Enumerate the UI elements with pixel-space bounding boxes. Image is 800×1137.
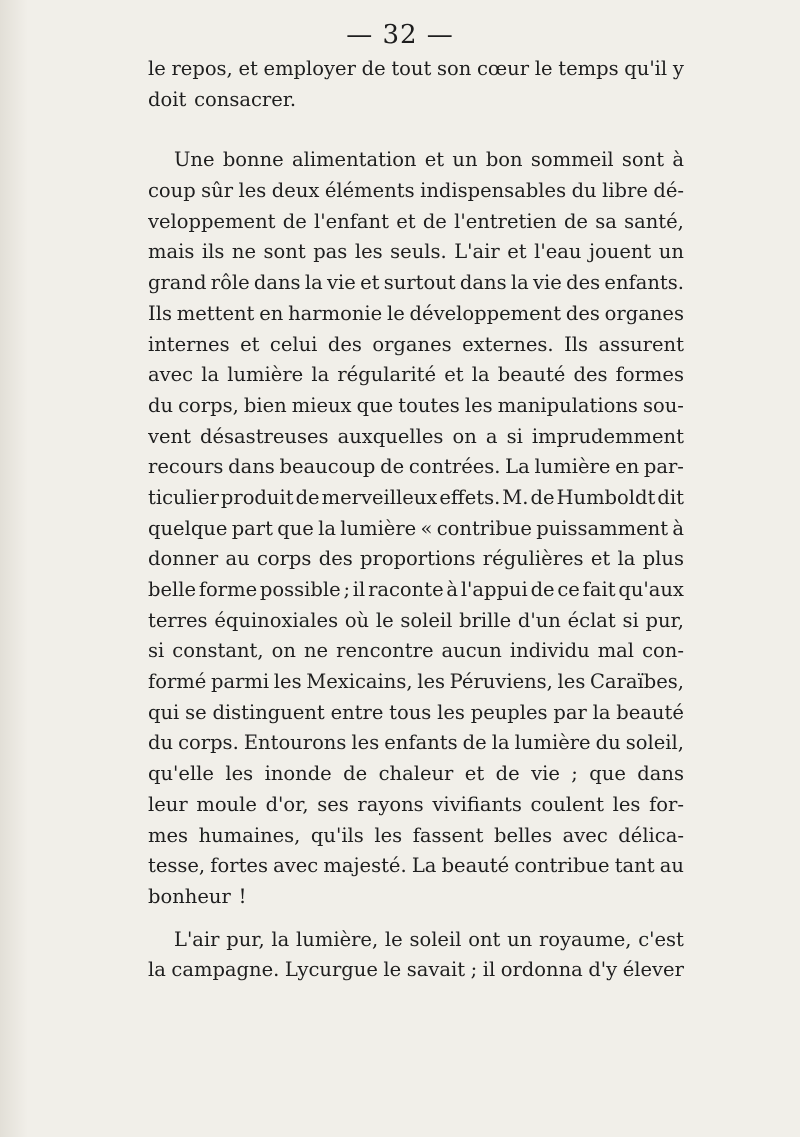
text-line: grand rôle dans la vie et surtout dans la vie des enfants. [148, 271, 684, 295]
paragraph [148, 925, 684, 986]
text-line: coup sûr les deux éléments indispensables du libre dé- [148, 179, 684, 203]
text-line: veloppement de l'enfant et de l'entretien de sa santé, [148, 209, 684, 233]
text-line: qu'elle les inonde de chaleur et de vie ; que dans [148, 762, 684, 786]
text-line: avec la lumière la régularité et la beauté des formes [148, 363, 684, 387]
text-line: formé parmi les Mexicains, les Péruviens, les Caraïbes, [148, 670, 684, 694]
text-line: bonheur ! [148, 884, 247, 908]
text-line: mes humaines, qu'ils les fassent belles avec délica- [148, 823, 684, 847]
text-line: tesse, fortes avec majesté. La beauté contribue tant au [148, 854, 684, 878]
page-number: — 32 — [346, 20, 454, 50]
text-line: qui se distinguent entre tous les peuples par la beauté [148, 700, 684, 724]
text-line: vent désastreuses auxquelles on a si imprudemment [148, 424, 684, 448]
text-line: du corps, bien mieux que toutes les manipulations sou- [148, 393, 684, 417]
text-line: belle forme possible ; il raconte à l'appui de ce fait qu'aux [148, 578, 684, 601]
text-line: doit consacrer. [148, 87, 297, 111]
text-line: ticulier produit de merveilleux effets. M. de Humboldt dit [148, 485, 684, 509]
paragraph-gap [148, 913, 684, 925]
paragraph-gap [148, 115, 684, 145]
text-line: la campagne. Lycurgue le savait ; il ordonna d'y élever [148, 958, 684, 982]
text-line: internes et celui des organes externes. Ils assurent [148, 332, 684, 356]
paragraph [148, 54, 684, 115]
text-line: donner au corps des proportions régulières et la plus [148, 547, 684, 571]
text-line: quelque part que la lumière « contribue puissamment à [148, 516, 684, 540]
text-line: si constant, on ne rencontre aucun individu mal con- [148, 639, 684, 663]
page-margin-shadow [0, 0, 28, 1137]
text-line: le repos, et employer de tout son cœur le temps qu'il y [148, 57, 684, 80]
paragraph [148, 145, 684, 912]
text-line: Ils mettent en harmonie le développement des organes [148, 301, 684, 325]
text-line: recours dans beaucoup de contrées. La lumière en par- [148, 455, 684, 479]
text-line: du corps. Entourons les enfants de la lumière du soleil, [148, 731, 684, 755]
text-line: Une bonne alimentation et un bon sommeil sont à [174, 148, 684, 172]
text-line: L'air pur, la lumière, le soleil ont un royaume, c'est [174, 927, 684, 951]
text-line: leur moule d'or, ses rayons vivifiants coulent les for- [148, 792, 684, 816]
text-line: terres équinoxiales où le soleil brille d'un éclat si pur, [148, 608, 684, 632]
body-text [148, 54, 684, 986]
text-line: mais ils ne sont pas les seuls. L'air et l'eau jouent un [148, 240, 684, 264]
